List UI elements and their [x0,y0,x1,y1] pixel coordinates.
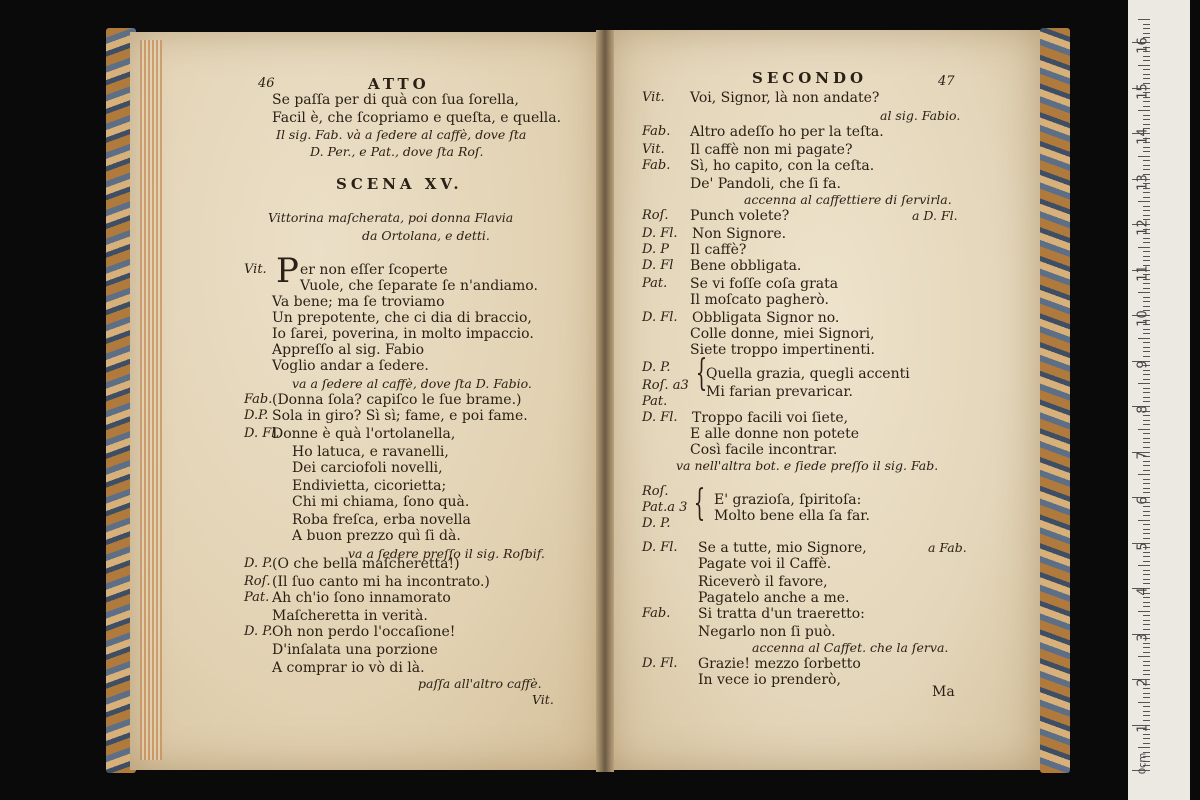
ruler-tick [1143,433,1150,434]
text-line: Riceverò il favore, [698,574,828,590]
text-line: Facil è, che ſcopriamo e queſta, e quella. [272,110,562,126]
text-line: Siete troppo impertinenti. [690,342,875,358]
ruler-tick [1138,656,1150,657]
speaker-label: D. P [642,242,669,257]
text-line: Troppo facili voi ſiete, [692,410,849,426]
ruler-tick [1143,165,1150,166]
ruler-tick [1138,474,1150,475]
ruler-tick [1143,529,1150,530]
ruler-tick [1138,702,1150,703]
page-edges [140,40,162,760]
ruler-tick [1143,479,1150,480]
ruler-tick [1143,256,1150,257]
text-line: Quella grazia, quegli accenti [706,366,910,382]
text-line: D'inſalata una porzione [272,642,438,658]
ruler-tick [1143,169,1150,170]
speaker-label: Pat.a 3 [642,500,688,515]
speaker-label: D. Fl. [642,540,678,555]
right-running-head: SECONDO [752,69,868,87]
ruler-tick [1143,288,1150,289]
ruler-number: 9 [1135,359,1151,369]
speaker-label: D. P. [642,516,671,531]
ruler-number: 2 [1135,678,1151,687]
speaker-label: D. Fl. [642,656,678,671]
ruler-number: 5 [1135,541,1151,551]
ruler-tick [1138,747,1150,748]
ruler-tick [1143,570,1150,571]
ruler-tick [1143,28,1150,29]
ruler-tick [1143,392,1150,393]
ruler-tick [1138,565,1150,566]
text-line: Se paſſa per di quà con ſua ſorella, [272,92,519,108]
text-line: al sig. Fabio. [880,108,961,123]
speaker-label: D. P. [642,360,671,375]
ruler-tick [1143,511,1150,512]
ruler-tick [1143,374,1150,375]
text-line: Maſcheretta in verità. [272,608,428,624]
text-line: (O che bella maſcheretta!) [272,556,460,572]
text-line: a Fab. [928,540,967,555]
speaker-label: Fab. [642,124,671,139]
text-line: Io ſarei, poverina, in molto impaccio. [272,326,534,342]
ruler-tick [1143,115,1150,116]
ruler-number: 1 [1135,723,1151,733]
text-line: Vuole, che ſeparate ſe n'andiamo. [300,278,538,294]
ruler-number: 15 [1135,82,1151,100]
text-line: Molto bene ella ſa far. [714,508,870,524]
brace-glyph: { [695,353,708,394]
ruler-number: 14 [1135,128,1151,145]
text-line: A comprar io vò di là. [272,660,425,676]
ruler-number: 11 [1135,264,1151,282]
ruler-tick [1143,78,1150,79]
ruler-tick [1143,602,1150,603]
text-line: Un prepotente, che ci dia di braccio, [272,310,532,326]
ruler-tick [1143,561,1150,562]
ruler-tick [1143,697,1150,698]
speaker-label: Fab. [244,392,273,407]
text-line: E alle donne non potete [690,426,859,442]
ruler-tick [1143,60,1150,61]
drop-cap: P [276,251,299,291]
ruler-tick [1143,665,1150,666]
ruler-number: 7 [1135,450,1151,460]
ruler-tick [1143,151,1150,152]
text-line: Punch volete? [690,208,790,224]
text-line: va nell'altra bot. e ſiede preſſo il sig. Fab. [676,458,939,473]
ruler-tick [1143,215,1150,216]
ruler-tick [1143,242,1150,243]
ruler-tick [1143,56,1150,57]
ruler-tick [1138,520,1150,521]
ruler-tick [1143,647,1150,648]
speaker-label: Pat. [244,590,270,605]
ruler-tick [1143,329,1150,330]
speaker-label: Pat. [642,394,668,409]
text-line: Sola in giro? Sì sì; fame, e poi fame. [272,408,528,424]
ruler-tick [1143,69,1150,70]
ruler-tick [1143,670,1150,671]
ruler-tick [1138,201,1150,202]
text-line: Se a tutte, mio Signore, [698,540,867,556]
text-line: Chi mi chiama, ſono quà. [292,494,470,510]
text-line: In vece io prenderò, [698,672,841,688]
speaker-label: Vit. [642,142,665,157]
ruler-tick [1138,611,1150,612]
text-line: Colle donne, miei Signori, [690,326,875,342]
text-line: E' grazioſa, ſpiritoſa: [714,492,862,508]
text-line: Negarlo non ſi può. [698,624,836,640]
ruler-tick [1143,160,1150,161]
text-line: Vit. [532,692,554,707]
speaker-label: Fab. [642,158,671,173]
measuring-ruler [1128,0,1190,800]
text-line: Se vi foſſe coſa grata [690,276,839,292]
ruler-tick [1143,119,1150,120]
ruler-tick [1143,420,1150,421]
text-line: accenna al caffettiere di ſervirla. [744,192,952,207]
text-line: Il moſcato pagherò. [690,292,829,308]
speaker-label: D. Fl. [244,426,280,441]
ruler-unit-label: 0cm [1137,752,1149,775]
text-line: accenna al Caffet. che la ſerva. [752,640,949,655]
ruler-tick [1143,533,1150,534]
brace-glyph: { [693,483,706,524]
speaker-label: D. P. [244,624,273,639]
text-line: Obbligata Signor no. [692,310,840,326]
text-line: (Donna ſola? capiſco le ſue brame.) [272,392,522,408]
speaker-label: D. Fl [642,258,674,273]
ruler-tick [1143,379,1150,380]
ruler-tick [1143,24,1150,25]
ruler-tick [1143,706,1150,707]
ruler-tick [1143,624,1150,625]
ruler-tick [1143,251,1150,252]
scene-title: SCENA XV. [336,175,463,193]
speaker-label: Pat. [642,276,668,291]
ruler-tick [1143,333,1150,334]
ruler-number: 16 [1135,37,1151,54]
ruler-tick [1143,351,1150,352]
text-line: Il caffè non mi pagate? [690,142,853,158]
ruler-tick [1143,342,1150,343]
ruler-tick [1143,283,1150,284]
ruler-tick [1143,397,1150,398]
ruler-tick [1138,65,1150,66]
text-line: Bene obbligata. [690,258,802,274]
ruler-tick [1143,347,1150,348]
ruler-number: 6 [1135,496,1151,505]
ruler-number: 8 [1135,405,1151,414]
ruler-tick [1143,574,1150,575]
ruler-tick [1143,738,1150,739]
text-line: a D. Fl. [912,208,958,223]
ruler-tick [1143,615,1150,616]
text-line: Il caffè? [690,242,747,258]
text-line: Così facile incontrar. [690,442,838,458]
text-line: Mi farian prevaricar. [706,384,853,400]
text-line: De' Pandoli, che ſi fa. [690,176,841,192]
ruler-tick [1143,106,1150,107]
text-line: Ah ch'io ſono innamorato [272,590,451,606]
text-line: va a ſedere al caffè, dove ſta D. Fabio. [292,376,532,391]
ruler-tick [1138,110,1150,111]
ruler-tick [1143,515,1150,516]
left-page-number: 46 [258,76,275,91]
text-line: Roba freſca, erba novella [292,512,471,528]
text-line: er non eſſer ſcoperte [300,262,448,278]
ruler-tick [1143,74,1150,75]
speaker-label: D. Fl. [642,226,678,241]
ruler-tick [1143,210,1150,211]
speaker-label: Fab. [642,606,671,621]
ruler-tick [1143,238,1150,239]
ruler-tick [1143,260,1150,261]
ruler-tick [1138,383,1150,384]
marbled-cover-right [1040,28,1070,773]
stage-direction: D. Per., e Pat., dove ſta Roſ. [310,144,484,159]
left-running-head: ATTO [368,75,430,93]
text-line: Oh non perdo l'occaſione! [272,624,456,640]
ruler-tick [1138,429,1150,430]
speaker-label: D.P. [244,408,269,423]
speaker-label: D. Fl. [642,410,678,425]
ruler-tick [1138,338,1150,339]
stage-direction: Il sig. Fab. và a ſedere al caffè, dove ſta [276,127,527,142]
ruler-tick [1143,693,1150,694]
text-line: Pagate voi il Caffè. [698,556,832,572]
speaker-label: Roſ. [244,574,271,589]
ruler-tick [1138,156,1150,157]
ruler-tick [1143,147,1150,148]
text-line: Pagatelo anche a me. [698,590,850,606]
text-line: Endivietta, cicorietta; [292,478,447,494]
ruler-tick [1143,442,1150,443]
ruler-number: 12 [1135,219,1151,236]
speaker-label: Roſ. [642,208,669,223]
ruler-tick [1143,424,1150,425]
speaker-label: Roſ. [642,484,669,499]
ruler-tick [1143,470,1150,471]
ruler-tick [1143,715,1150,716]
ruler-tick [1143,124,1150,125]
ruler-tick [1143,488,1150,489]
text-line: Va bene; ma ſe troviamo [272,294,445,310]
ruler-tick [1143,306,1150,307]
ruler-tick [1138,19,1150,20]
ruler-tick [1143,206,1150,207]
text-line: Non Signore. [692,226,787,242]
ruler-tick [1143,524,1150,525]
scene-description: Vittorina maſcherata, poi donna Flavia [268,210,514,225]
text-line: paſſa all'altro caffè. [418,676,542,691]
text-line: Voi, Signor, là non andate? [690,90,880,106]
speaker-label: Vit. [642,90,665,105]
text-line: A buon prezzo quì ſi dà. [292,528,461,544]
ruler-tick [1143,388,1150,389]
ruler-tick [1143,465,1150,466]
text-line: (Il ſuo canto mi ha incontrato.) [272,574,490,590]
text-line: Appreſſo al sig. Fabio [272,342,425,358]
text-line: Donne è quà l'ortolanella, [272,426,456,442]
ruler-tick [1143,743,1150,744]
scene-description: da Ortolana, e detti. [362,228,490,243]
text-line: Sì, ho capito, con la ceſta. [690,158,875,174]
ruler-tick [1138,292,1150,293]
ruler-tick [1143,483,1150,484]
ruler-number: 10 [1135,310,1151,327]
speaker-label: Vit. [244,262,267,277]
text-line: va a ſedere preſſo il sig. Roſbif. [348,546,545,561]
ruler-tick [1143,33,1150,34]
ruler-tick [1143,620,1150,621]
text-line: Si tratta d'un traeretto: [698,606,865,622]
ruler-tick [1143,579,1150,580]
text-line: Ho latuca, e ravanelli, [292,444,449,460]
text-line: Voglio andar a ſedere. [272,358,429,374]
ruler-tick [1143,197,1150,198]
ruler-tick [1143,711,1150,712]
ruler-tick [1143,652,1150,653]
ruler-tick [1143,606,1150,607]
ruler-tick [1143,297,1150,298]
text-line: Dei carciofoli novelli, [292,460,443,476]
speaker-label: D. P. [244,556,273,571]
ruler-number: 3 [1135,632,1151,642]
book-gutter [596,30,614,772]
ruler-tick [1143,438,1150,439]
ruler-tick [1143,556,1150,557]
ruler-number: 4 [1135,587,1151,596]
right-page-number: 47 [938,74,955,89]
ruler-tick [1138,247,1150,248]
ruler-tick [1143,661,1150,662]
ruler-tick [1143,101,1150,102]
speaker-label: Roſ. a3 [642,378,689,393]
ruler-number: 13 [1135,173,1151,191]
text-line: Altro adeſſo ho per la teſta. [690,124,884,140]
ruler-tick [1143,301,1150,302]
speaker-label: D. Fl. [642,310,678,325]
text-line: Grazie! mezzo ſorbetto [698,656,861,672]
catchword: Ma [932,684,955,700]
ruler-tick [1143,192,1150,193]
